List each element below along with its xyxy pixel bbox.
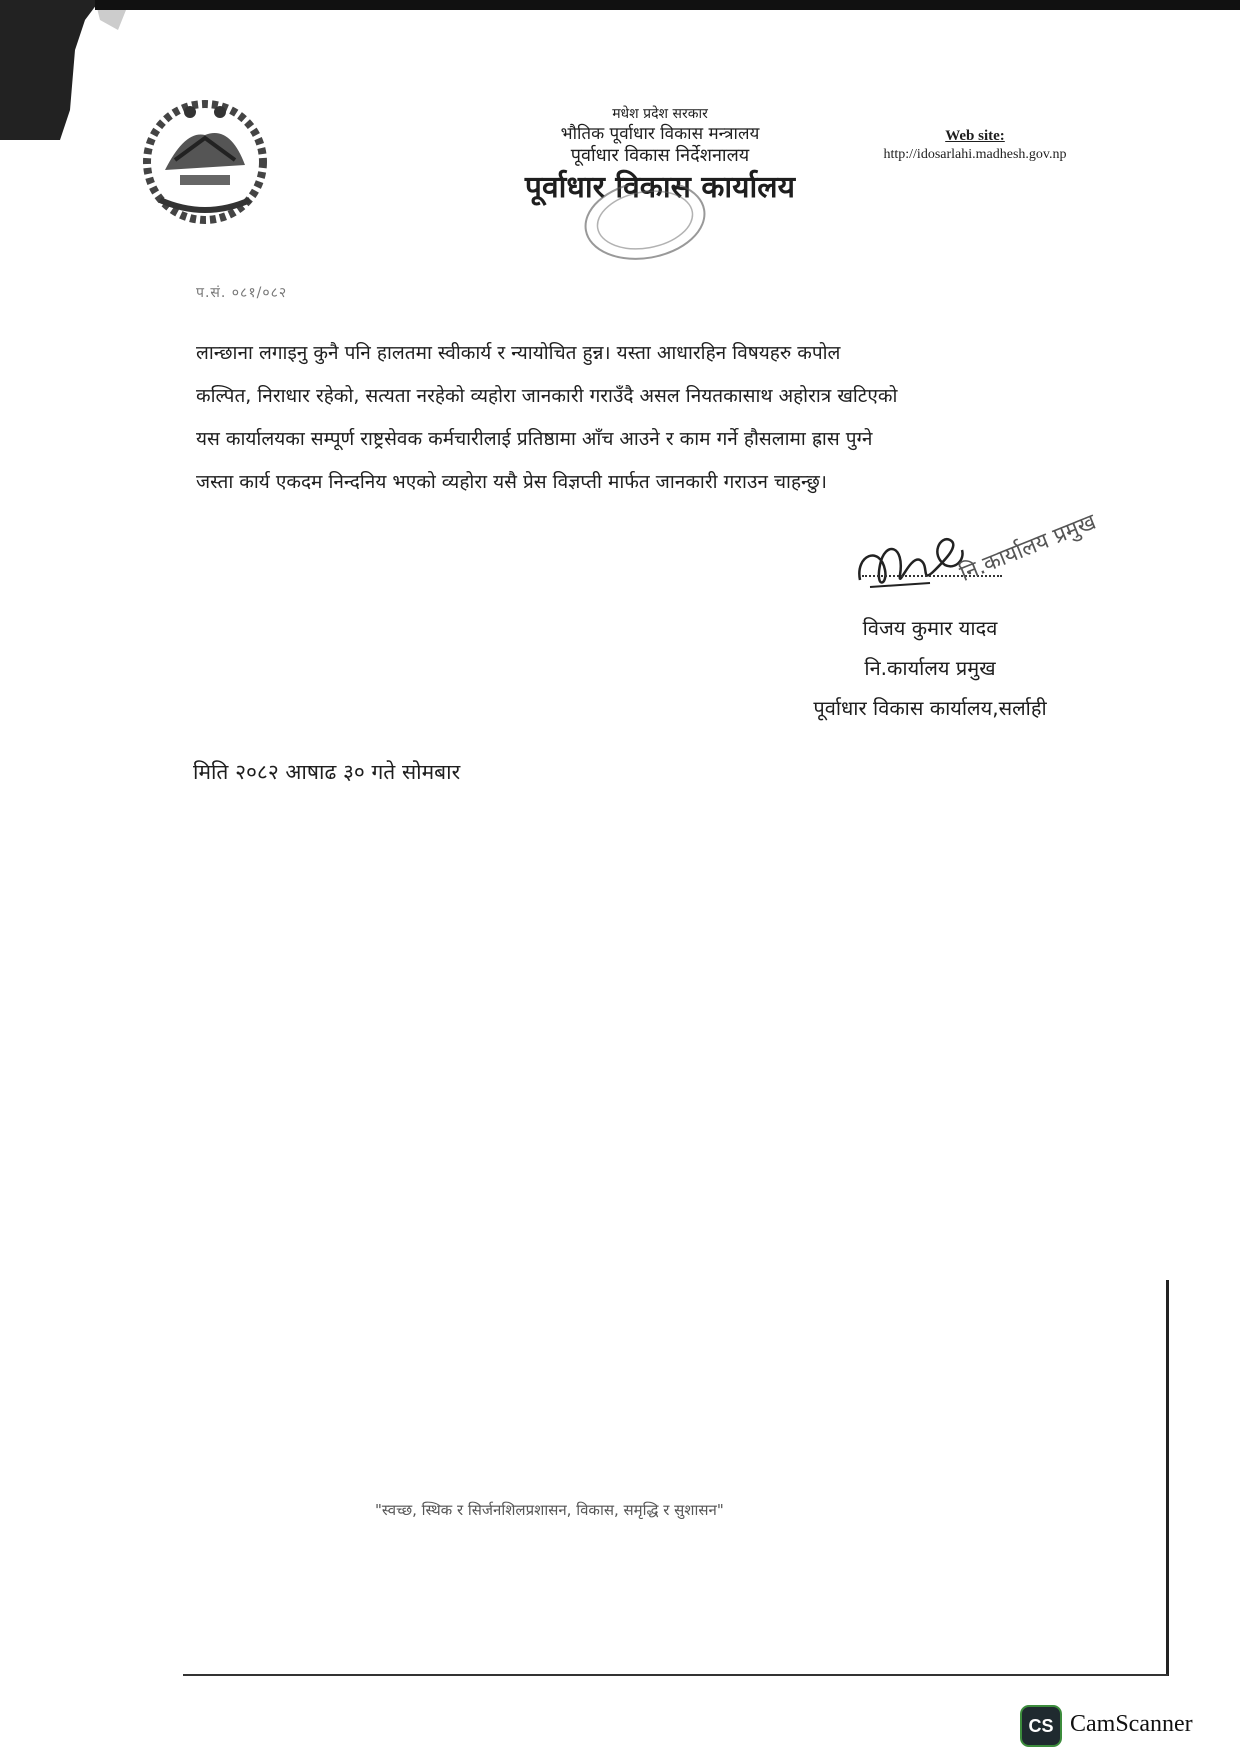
website-block bbox=[850, 128, 1100, 163]
reference-number: प.सं. ०८१/०८२ bbox=[196, 285, 288, 301]
office-stamp-icon bbox=[560, 185, 730, 265]
camscanner-logo-icon: CS bbox=[1020, 1705, 1062, 1747]
signatory-block bbox=[780, 608, 1080, 728]
signatory-name: विजय कुमार यादव bbox=[862, 616, 998, 640]
office-name: पूर्वाधार विकास कार्यालय bbox=[524, 170, 796, 206]
page-bottom-edge bbox=[183, 1674, 1168, 1676]
footer-motto: "स्वच्छ, स्थिक र सिर्जनशिलप्रशासन, विकास, समृद्धि र सुशासन" bbox=[375, 1501, 724, 1519]
page-right-edge bbox=[1166, 1280, 1169, 1676]
government-name: मधेश प्रदेश सरकार bbox=[612, 106, 708, 122]
scanned-page-corner bbox=[0, 0, 130, 140]
body-line: कल्पित, निराधार रहेको, सत्यता नरहेको व्यहोरा जानकारी गराउँदै असल नियतकासाथ अहोरात्र खटिएको bbox=[196, 385, 898, 407]
scanned-page-top-edge bbox=[95, 0, 1240, 10]
signatory-title: नि.कार्यालय प्रमुख bbox=[864, 656, 996, 680]
body-line: यस कार्यालयका सम्पूर्ण राष्ट्रसेवक कर्मचारीलाई प्रतिष्ठामा आँच आउने र काम गर्ने हौसलामा ह्रास पुग्ने bbox=[196, 428, 873, 450]
handwritten-signature bbox=[850, 525, 970, 600]
camscanner-name: CamScanner bbox=[1070, 1711, 1193, 1737]
body-line: लान्छाना लगाइनु कुनै पनि हालतमा स्वीकार्य र न्यायोचित हुन्न। यस्ता आधारहिन विषयहरु कपोल bbox=[196, 342, 841, 364]
body-line: जस्ता कार्य एकदम निन्दनिय भएको व्यहोरा यसै प्रेस विज्ञप्ती मार्फत जानकारी गराउन चाहन्छु। bbox=[196, 471, 828, 493]
signatory-office: पूर्वाधार विकास कार्यालय,सर्लाही bbox=[813, 696, 1047, 720]
signature-stamp: नि.कार्यालय प्रमुख bbox=[956, 509, 1100, 587]
camscanner-watermark bbox=[1020, 1705, 1230, 1749]
directorate-name: पूर्वाधार विकास निर्देशनालय bbox=[570, 144, 750, 166]
ministry-name: भौतिक पूर्वाधार विकास मन्त्रालय bbox=[560, 123, 760, 144]
letter-body bbox=[196, 332, 1096, 504]
website-url: http://idosarlahi.madhesh.gov.np bbox=[883, 147, 1067, 162]
letter-date: मिति २०८२ आषाढ ३० गते सोमबार bbox=[193, 760, 461, 784]
nepal-emblem-icon bbox=[135, 90, 275, 230]
website-label: Web site: bbox=[945, 128, 1005, 144]
